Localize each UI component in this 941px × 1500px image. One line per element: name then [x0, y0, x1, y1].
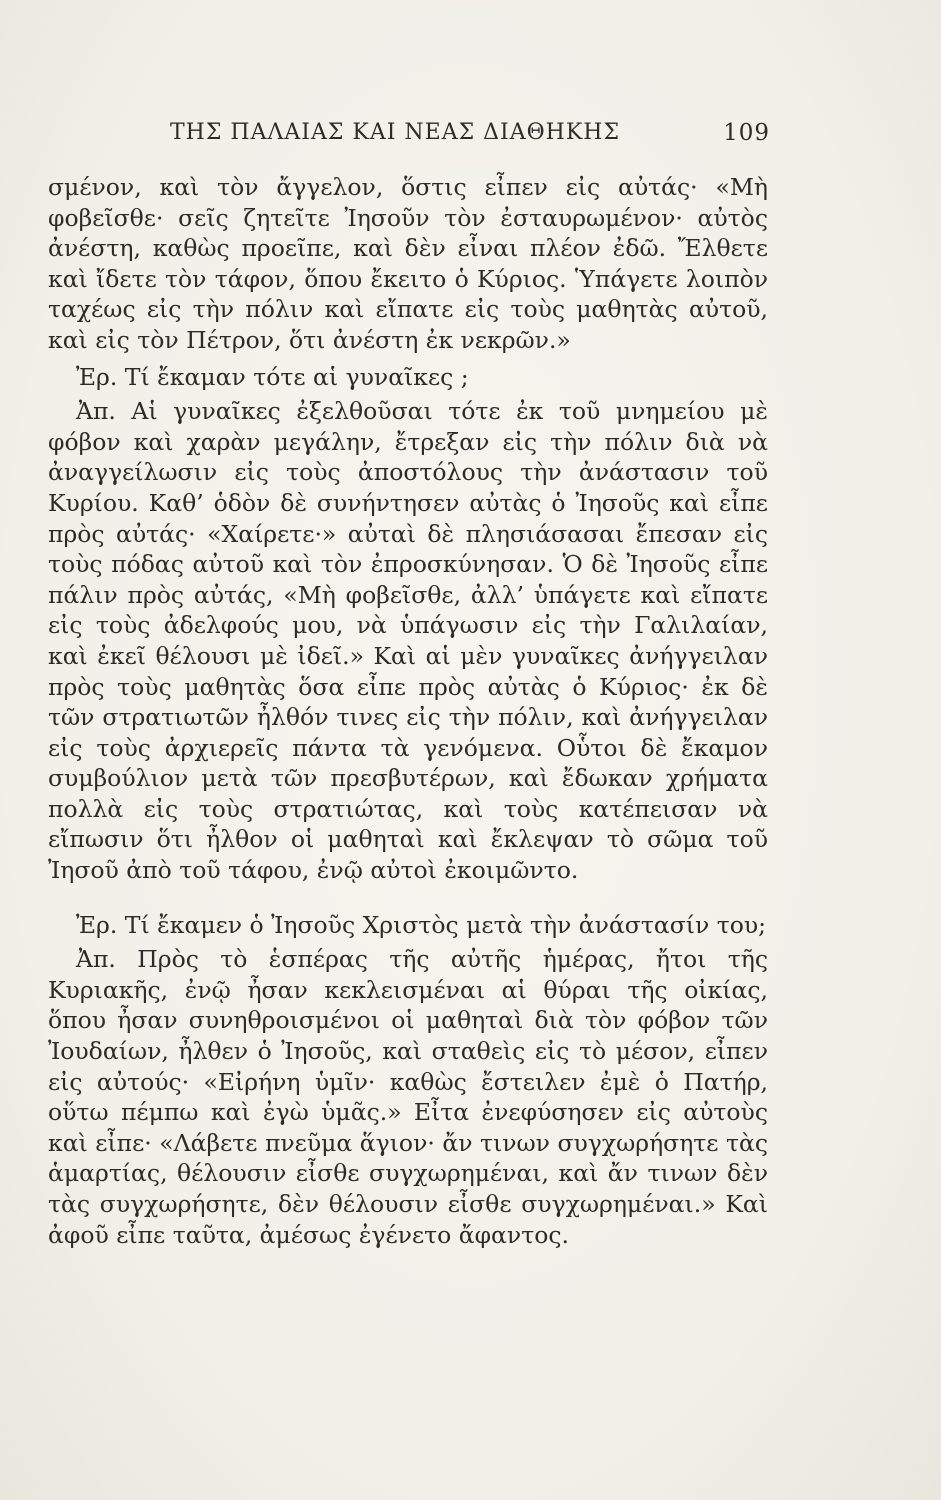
paragraph-continuation: σμένον, καὶ τὸν ἄγγελον, ὅστις εἶπεν εἰς αὐτάς· «Μὴ φοβεῖσθε· σεῖς ζητεῖτε Ἰησοῦν τὸν ἐσταυρωμένον· αὐτὸς ἀνέστη, καθὼς προεῖπε, καὶ δὲν εἶναι πλέον ἐδῶ. Ἔλθετε καὶ ἴδετε τὸν τάφον, ὅπου ἔκειτο ὁ Κύριος. Ὑπάγετε λοιπὸν ταχέως εἰς τὴν πόλιν καὶ εἴπατε εἰς τοὺς μαθητὰς αὐτοῦ, καὶ εἰς τὸν Πέτρον, ὅτι ἀνέστη ἐκ νεκρῶν.»	[48, 173, 768, 354]
header-title: ΤΗΣ ΠΑΛΑΙΑΣ ΚΑΙ ΝΕΑΣ ΔΙΑΘΗΚΗΣ	[170, 120, 620, 145]
question-paragraph: Ἐρ. Τί ἔκαμαν τότε αἱ γυναῖκες ;	[76, 362, 469, 391]
body-text	[48, 172, 768, 1250]
answer-paragraph: Ἀπ. Πρὸς τὸ ἑσπέρας τῆς αὐτῆς ἡμέρας, ἤτοι τῆς Κυριακῆς, ἐνῷ ἦσαν κεκλεισμέναι αἱ θύραι τῆς οἰκίας, ὅπου ἦσαν συνηθροισμένοι οἱ μαθηταὶ διὰ τὸν φόβον τῶν Ἰουδαίων, ἦλθεν ὁ Ἰησοῦς, καὶ σταθεὶς εἰς τὸ μέσον, εἶπεν εἰς αὐτούς· «Εἰρήνη ὑμῖν· καθὼς ἔστειλεν ἐμὲ ὁ Πατήρ, οὕτω πέμπω καὶ ἐγὼ ὑμᾶς.» Εἶτα ἐνεφύσησεν εἰς αὐτοὺς καὶ εἶπε· «Λάβετε πνεῦμα ἅγιον· ἄν τινων συγχωρήσητε τὰς ἁμαρτίας, θέλουσιν εἶσθε συγχωρημέναι, καὶ ἄν τινων δὲν τὰς συγχωρήσητε, δὲν θέλουσιν εἶσθε συγχωρημέναι.» Καὶ ἀφοῦ εἶπε ταῦτα, ἀμέσως ἐγένετο ἄφαντος.	[48, 945, 768, 1249]
page-number: 109	[723, 120, 770, 146]
paragraph-gap	[48, 886, 768, 904]
running-header	[170, 120, 770, 154]
question-paragraph: Ἐρ. Τί ἔκαμεν ὁ Ἰησοῦς Χριστὸς μετὰ τὴν ἀνάστασίν του;	[76, 910, 767, 939]
answer-paragraph: Ἀπ. Αἱ γυναῖκες ἐξελθοῦσαι τότε ἐκ τοῦ μνημείου μὲ φόβον καὶ χαρὰν μεγάλην, ἔτρεξαν εἰς τὴν πόλιν διὰ νὰ ἀναγγείλωσιν εἰς τοὺς ἀποστόλους τὴν ἀνάστασιν τοῦ Κυρίου. Καθ’ ὁδὸν δὲ συνήντησεν αὐτὰς ὁ Ἰησοῦς καὶ εἶπε πρὸς αὐτάς· «Χαίρετε·» αὐταὶ δὲ πλησιάσασαι ἔπεσαν εἰς τοὺς πόδας αὐτοῦ καὶ τὸν ἐπροσκύνησαν. Ὁ δὲ Ἰησοῦς εἶπε πάλιν πρὸς αὐτάς, «Μὴ φοβεῖσθε, ἀλλ’ ὑπάγετε καὶ εἴπατε εἰς τοὺς ἀδελφούς μου, νὰ ὑπάγωσιν εἰς τὴν Γαλιλαίαν, καὶ ἐκεῖ θέλουσι μὲ ἰδεῖ.» Καὶ αἱ μὲν γυναῖκες ἀνήγγειλαν πρὸς τοὺς μαθητὰς ὅσα εἶπε πρὸς αὐτὰς ὁ Κύριος· ἐκ δὲ τῶν στρατιωτῶν ἦλθόν τινες εἰς τὴν πόλιν, καὶ ἀνήγγειλαν εἰς τοὺς ἀρχιερεῖς πάντα τὰ γενόμενα. Οὗτοι δὲ ἔκαμον συμβούλιον μετὰ τῶν πρεσβυτέρων, καὶ ἔδωκαν χρήματα πολλὰ εἰς τοὺς στρατιώτας, καὶ τοὺς κατέπεισαν νὰ εἴπωσιν ὅτι ἦλθον οἱ μαθηταὶ καὶ ἔκλεψαν τὸ σῶμα τοῦ Ἰησοῦ ἀπὸ τοῦ τάφου, ἐνῷ αὐτοὶ ἐκοιμῶντο.	[48, 397, 768, 885]
